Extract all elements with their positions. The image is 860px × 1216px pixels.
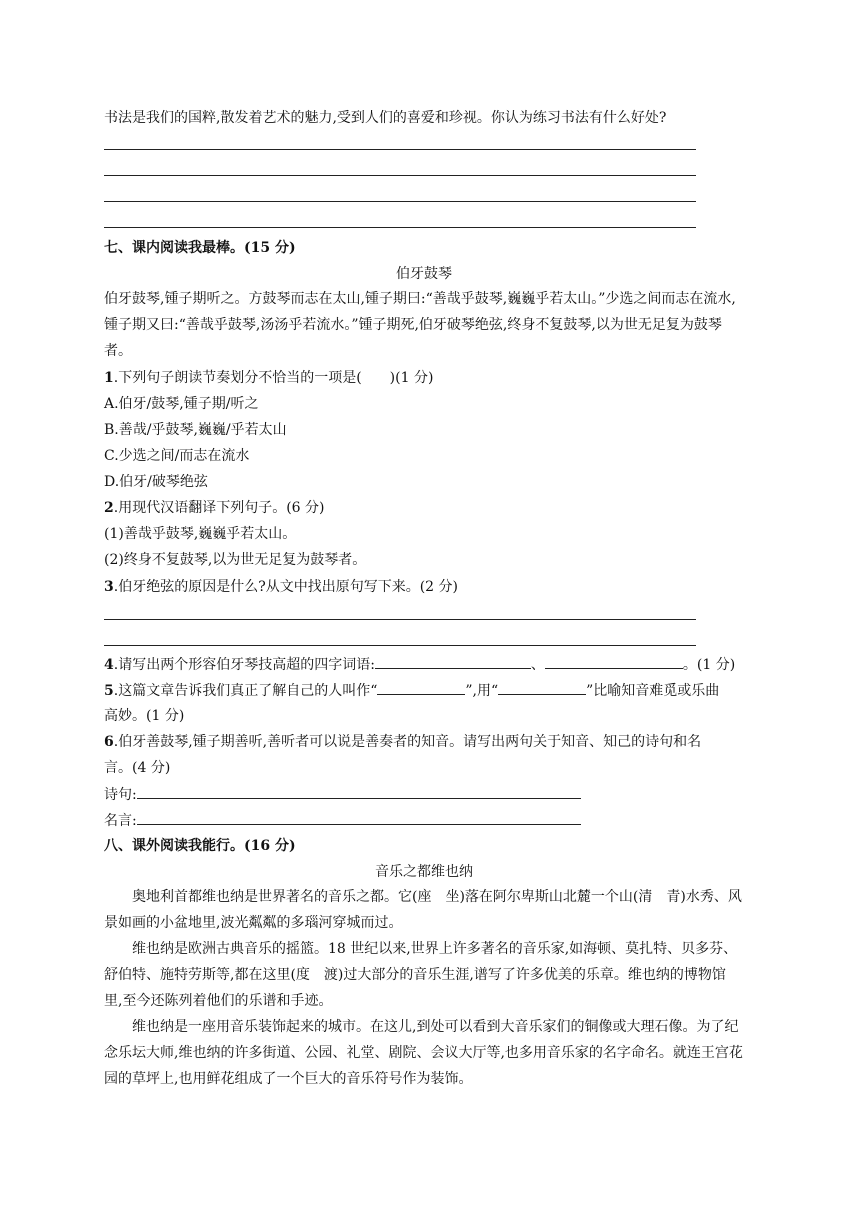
- fill-blank[interactable]: [375, 654, 531, 669]
- question-5-cont: 高妙。(1 分): [104, 708, 185, 724]
- paragraph-2: 维也纳是欧洲古典音乐的摇篮。18 世纪以来,世界上许多著名的音乐家,如海顿、莫扎特、贝多芬、舒伯特、施特劳斯等,都在这里(度 渡)过大部分的音乐生涯,谱写了许多优美的乐章。维也纳的博物馆里,至今还陈列着他们的乐谱和手迹。: [104, 941, 738, 1009]
- question-text: .这篇文章告诉我们真正了解自己的人叫作“: [113, 683, 378, 699]
- answer-line: [104, 201, 696, 202]
- section-8-heading: 八、课外阅读我能行。(16 分): [104, 838, 296, 854]
- paragraph-1: 奥地利首都维也纳是世界著名的音乐之都。它(座 坐)落在阿尔卑斯山北麓一个山(清 青)水秀、风景如画的小盆地里,波光粼粼的多瑙河穿城而过。: [104, 889, 742, 931]
- separator: 、: [530, 657, 545, 673]
- question-number: 5: [104, 683, 114, 699]
- option-b: B.善哉/乎鼓琴,巍巍/乎若太山: [104, 422, 287, 438]
- option-d: D.伯牙/破琴绝弦: [104, 474, 208, 490]
- answer-line: [104, 227, 696, 228]
- question-number: 4: [104, 657, 114, 673]
- question-5: [104, 680, 719, 701]
- question-text: .用现代汉语翻译下列句子。(6 分): [113, 500, 325, 516]
- option-c: C.少选之间/而志在流水: [104, 448, 250, 464]
- passage-title: 伯牙鼓琴: [396, 266, 452, 282]
- poem-answer-line[interactable]: [137, 784, 581, 799]
- question-text: .请写出两个形容伯牙琴技高超的四字词语:: [113, 657, 375, 673]
- fill-blank[interactable]: [545, 654, 683, 669]
- question-4: [104, 654, 735, 675]
- question-number: 6: [104, 734, 114, 750]
- section-7-heading: 七、课内阅读我最棒。(15 分): [104, 240, 296, 256]
- question-text: .下列句子朗读节奏划分不恰当的一项是( )(1 分): [113, 370, 434, 386]
- quote-answer-row: [104, 810, 581, 831]
- fill-blank[interactable]: [498, 680, 586, 695]
- translate-item-2: (2)终身不复鼓琴,以为世无足复为鼓琴者。: [104, 552, 367, 568]
- question-number: 3: [104, 579, 114, 595]
- answer-line: [104, 149, 696, 150]
- option-a: A.伯牙/鼓琴,锺子期/听之: [104, 396, 259, 412]
- question-2: [104, 498, 324, 518]
- question-text: .伯牙绝弦的原因是什么?从文中找出原句写下来。(2 分): [113, 579, 458, 595]
- poem-label: 诗句:: [104, 787, 137, 803]
- fill-blank[interactable]: [377, 680, 465, 695]
- quote-answer-line[interactable]: [137, 810, 581, 825]
- intro-question: 书法是我们的国粹,散发着艺术的魅力,受到人们的喜爱和珍视。你认为练习书法有什么好处?: [104, 110, 667, 126]
- question-number: 2: [104, 500, 114, 516]
- question-1: [104, 368, 433, 388]
- translate-item-1: (1)善哉乎鼓琴,巍巍乎若太山。: [104, 526, 297, 542]
- classical-passage: 伯牙鼓琴,锺子期听之。方鼓琴而志在太山,锺子期曰:“善哉乎鼓琴,巍巍乎若太山。”少选之间而志在流水,锺子期又曰:“善哉乎鼓琴,汤汤乎若流水。”锺子期死,伯牙破琴绝弦,终身不复鼓琴,以为世无足复为鼓琴者。: [104, 291, 736, 359]
- question-6-cont: 言。(4 分): [104, 760, 171, 776]
- answer-line: [104, 175, 696, 176]
- quote-label: 名言:: [104, 813, 137, 829]
- answer-line: [104, 645, 696, 646]
- paragraph-3: 维也纳是一座用音乐装饰起来的城市。在这儿,到处可以看到大音乐家们的铜像或大理石像。为了纪念乐坛大师,维也纳的许多街道、公园、礼堂、剧院、会议大厅等,也多用音乐家的名字命名。就连王宫花园的草坪上,也用鲜花组成了一个巨大的音乐符号作为装饰。: [104, 1019, 743, 1087]
- poem-answer-row: [104, 784, 581, 805]
- question-6: [104, 732, 701, 752]
- question-score: 。(1 分): [682, 657, 736, 673]
- question-number: 1: [104, 370, 114, 386]
- question-text: .伯牙善鼓琴,锺子期善听,善听者可以说是善奏者的知音。请写出两句关于知音、知己的诗句和名: [113, 734, 702, 750]
- question-text: ”,用“: [465, 683, 499, 699]
- question-3: [104, 577, 458, 597]
- question-text: ”比喻知音难觅或乐曲: [586, 683, 720, 699]
- passage-title: 音乐之都维也纳: [375, 864, 473, 880]
- answer-line: [104, 619, 696, 620]
